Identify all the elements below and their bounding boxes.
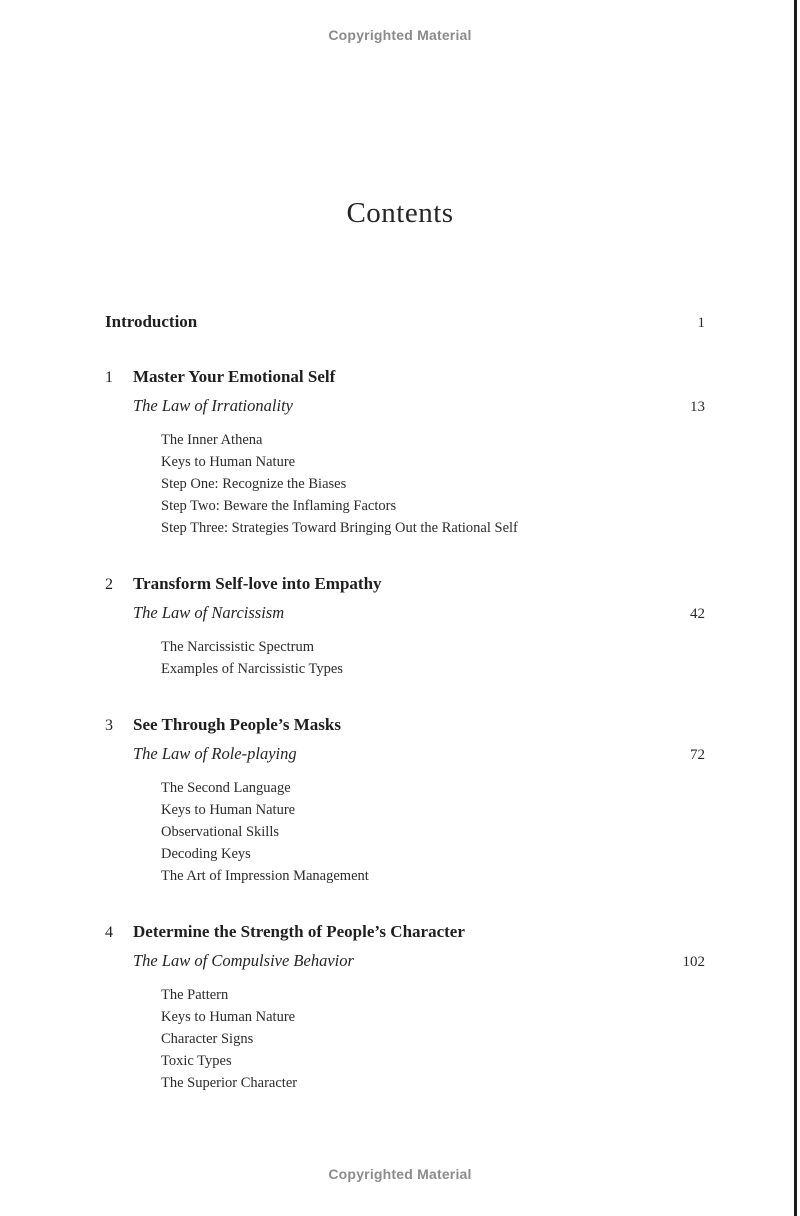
- chapter-subtitle: The Law of Compulsive Behavior: [133, 951, 354, 970]
- chapter-sections: [161, 984, 705, 1094]
- chapter-subtitle-row: [133, 744, 705, 764]
- section-item: The Narcissistic Spectrum: [161, 639, 315, 655]
- chapter-subtitle: The Law of Irrationality: [133, 396, 293, 415]
- section-item: Step Three: Strategies Toward Bringing Out the Rational Self: [161, 520, 518, 536]
- chapter-head: [105, 715, 705, 735]
- chapter-number: 3: [105, 717, 113, 734]
- chapter-subtitle-row: [133, 603, 705, 623]
- chapter-subtitle-row: [133, 396, 705, 416]
- introduction-page-number: 1: [697, 315, 705, 331]
- table-of-contents: [105, 312, 705, 1094]
- chapter-title: See Through People’s Masks: [133, 715, 341, 734]
- section-item: Toxic Types: [161, 1053, 232, 1069]
- section-item: Observational Skills: [161, 824, 280, 840]
- chapter-page-number: 72: [690, 747, 705, 763]
- section-item: The Pattern: [161, 987, 229, 1003]
- chapter-sections: [161, 429, 705, 539]
- chapter-head: [105, 574, 705, 594]
- toc-entry-introduction: [105, 312, 705, 332]
- copyright-notice-top: Copyrighted Material: [328, 27, 472, 43]
- section-item: The Superior Character: [161, 1075, 298, 1091]
- chapter-page-number: 13: [690, 399, 705, 415]
- chapter-page-number: 42: [690, 606, 705, 622]
- section-item: The Second Language: [161, 780, 291, 796]
- toc-chapter-entry: [105, 922, 705, 1094]
- section-item: Keys to Human Nature: [161, 802, 296, 818]
- chapter-subtitle-row: [133, 951, 705, 971]
- section-item: The Art of Impression Management: [161, 868, 369, 884]
- section-item: Keys to Human Nature: [161, 1009, 296, 1025]
- toc-chapter-entry: [105, 715, 705, 887]
- section-item: Step Two: Beware the Inflaming Factors: [161, 498, 397, 514]
- chapter-subtitle: The Law of Narcissism: [133, 603, 285, 622]
- chapter-subtitle: The Law of Role-playing: [133, 744, 297, 763]
- copyright-notice-bottom: Copyrighted Material: [328, 1166, 472, 1182]
- toc-chapter-entry: [105, 574, 705, 680]
- chapter-sections: [161, 777, 705, 887]
- chapter-page-number: 102: [682, 954, 705, 970]
- chapter-title: Determine the Strength of People’s Character: [133, 922, 465, 941]
- section-item: The Inner Athena: [161, 432, 263, 448]
- chapter-number: 1: [105, 369, 113, 386]
- chapter-sections: [161, 636, 705, 680]
- chapter-title: Master Your Emotional Self: [133, 367, 336, 386]
- toc-chapters: [105, 367, 705, 1094]
- section-item: Examples of Narcissistic Types: [161, 661, 343, 677]
- chapter-number: 2: [105, 576, 113, 593]
- page-edge-line: [794, 0, 797, 1216]
- introduction-label: Introduction: [105, 312, 198, 331]
- chapter-title: Transform Self-love into Empathy: [133, 574, 382, 593]
- chapter-number: 4: [105, 924, 113, 941]
- chapter-head: [105, 922, 705, 942]
- section-item: Keys to Human Nature: [161, 454, 296, 470]
- contents-title: Contents: [346, 197, 454, 230]
- section-item: Step One: Recognize the Biases: [161, 476, 347, 492]
- section-item: Decoding Keys: [161, 846, 251, 862]
- section-item: Character Signs: [161, 1031, 254, 1047]
- toc-chapter-entry: [105, 367, 705, 539]
- chapter-head: [105, 367, 705, 387]
